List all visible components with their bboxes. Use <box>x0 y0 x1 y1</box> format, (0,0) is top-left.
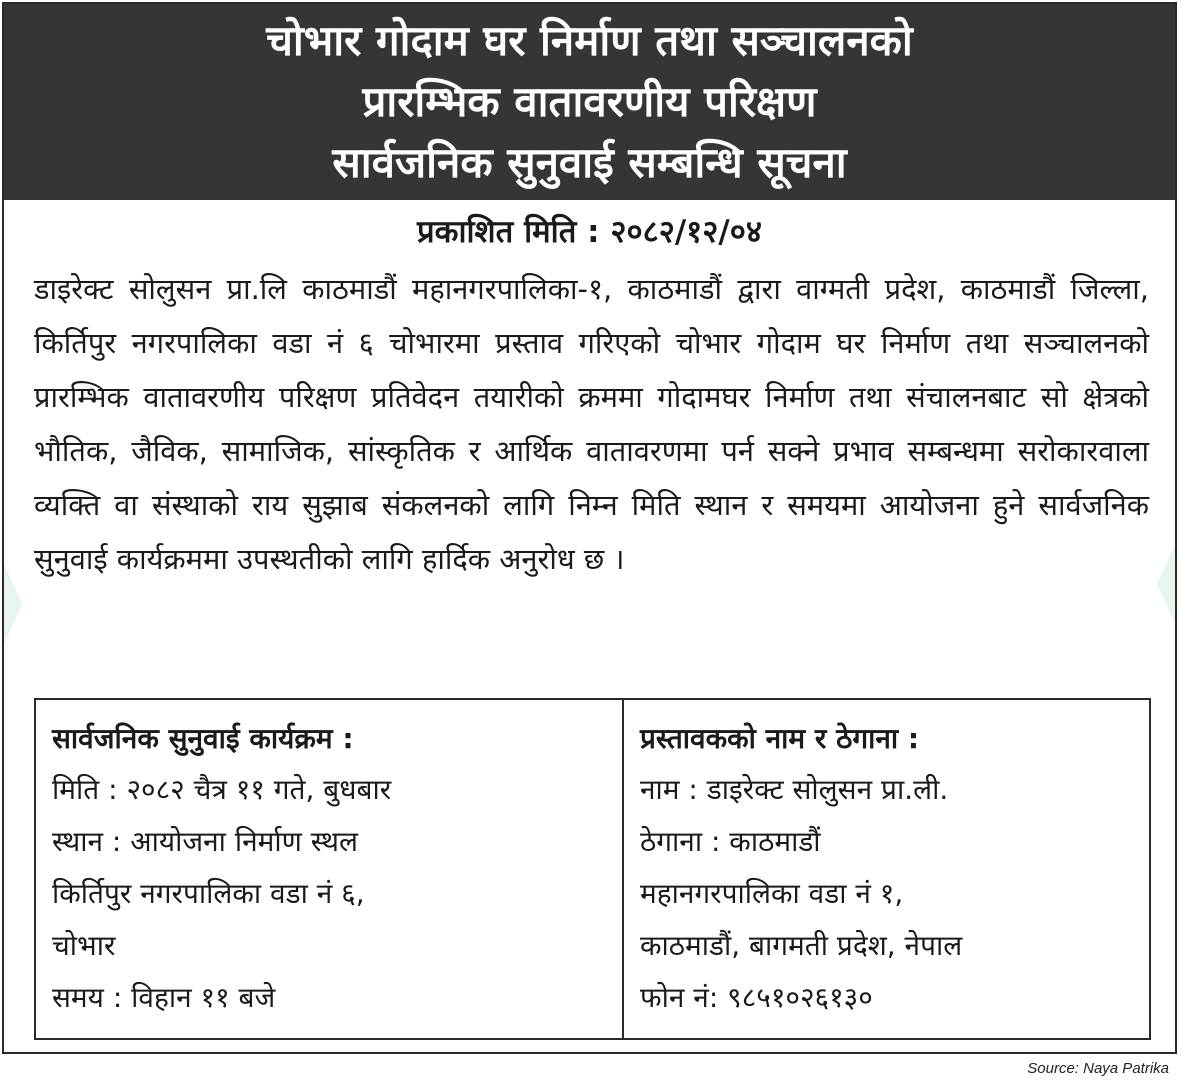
hearing-venue-line-2: किर्तिपुर नगरपालिका वडा नं ६, <box>52 877 365 910</box>
proponent-address-line-3: काठमाडौं, बागमती प्रदेश, नेपाल <box>640 929 963 962</box>
header-title-line-1: चोभार गोदाम घर निर्माण तथा सञ्चालनको <box>266 16 913 65</box>
hearing-date: मिति : २०८२ चैत्र ११ गते, बुधबार <box>52 773 392 806</box>
faint-left-arrow-mark <box>4 564 22 644</box>
hearing-time: समय : विहान ११ बजे <box>52 981 276 1014</box>
hearing-title: सार्वजनिक सुनुवाई कार्यक्रम : <box>52 722 354 755</box>
proponent-address-line-2: महानगरपालिका वडा नं १, <box>640 877 904 910</box>
source-credit: Source: Naya Patrika <box>1027 1060 1169 1077</box>
faint-right-arrow-mark <box>1157 544 1175 624</box>
header-title-line-3: सार्वजनिक सुनुवाई सम्बन्धि सूचना <box>332 138 847 187</box>
hearing-venue: स्थान : आयोजना निर्माण स्थल <box>52 825 358 858</box>
published-date: प्रकाशित मिति : २०८२/१२/०४ <box>417 214 762 250</box>
proponent-name: नाम : डाइरेक्ट सोलुसन प्रा.ली. <box>640 773 949 806</box>
header-title-line-2: प्रारम्भिक वातावरणीय परिक्षण <box>362 77 817 126</box>
notice-header <box>4 4 1175 200</box>
hearing-details-column <box>36 700 624 1038</box>
proponent-details-column <box>624 700 1149 1038</box>
public-notice <box>2 2 1177 1054</box>
proponent-address: ठेगाना : काठमाडौं <box>640 825 821 858</box>
notice-body-paragraph: डाइरेक्ट सोलुसन प्रा.लि काठमाडौं महानगरपालिका-१, काठमाडौं द्वारा वाग्मती प्रदेश, काठमाडौं जिल्ला, किर्तिपुर नगरपालिका वडा नं ६ चोभारमा प्रस्ताव गरिएको चोभार गोदाम घर निर्माण तथा सञ्चालनको प्रारम्भिक वातावरणीय परिक्षण प्रतिवेदन तयारीको क्रममा गोदामघर निर्माण तथा संचालनबाट सो क्षेत्रको भौतिक, जैविक, सामाजिक, सांस्कृतिक र आर्थिक वातावरणमा पर्न सक्ने प्रभाव सम्बन्धमा सरोकारवाला व्यक्ति वा संस्थाको राय सुझाब संकलनको लागि निम्न मिति स्थान र समयमा आयोजना हुने सार्वजनिक सुनुवाई कार्यक्रममा उपस्थतीको लागि हार्दिक अनुरोध छ । <box>34 272 1149 576</box>
hearing-venue-line-3: चोभार <box>52 929 116 962</box>
proponent-phone: फोन नं: ९८५१०२६१३० <box>640 981 873 1014</box>
details-box <box>34 698 1151 1040</box>
proponent-title: प्रस्तावकको नाम र ठेगाना : <box>640 722 920 755</box>
